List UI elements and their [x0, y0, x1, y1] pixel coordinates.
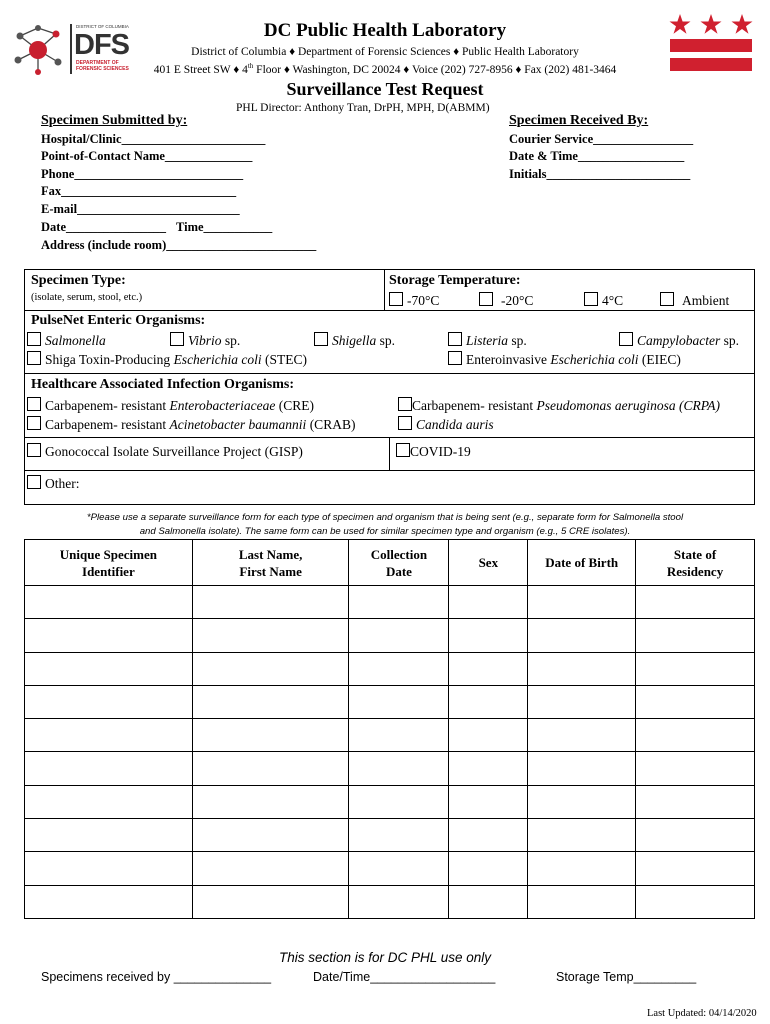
checkbox[interactable] — [398, 416, 412, 430]
opt-cre[interactable]: Carbapenem- resistant Enterobacteriaceae (CRE) — [27, 397, 314, 414]
storage-opt-20[interactable]: -20°C — [479, 292, 533, 309]
fax-field[interactable]: Fax____________________________ — [41, 184, 237, 198]
address-field[interactable]: Address (include room)________________________ — [41, 238, 317, 252]
checkbox[interactable] — [398, 397, 412, 411]
table-row — [25, 885, 755, 918]
checkbox[interactable] — [389, 292, 403, 306]
diamond-icon: ♦ — [403, 63, 410, 76]
addr-floor: 4th Floor — [242, 62, 282, 76]
checkbox[interactable] — [314, 332, 328, 346]
logo-main-text: DFS — [74, 29, 129, 61]
checkbox[interactable] — [170, 332, 184, 346]
table-body — [25, 586, 755, 919]
table-row — [25, 785, 755, 818]
table-row — [25, 586, 755, 619]
opt-candida[interactable]: Candida auris — [398, 416, 494, 433]
divider-v1 — [384, 269, 385, 310]
checkbox[interactable] — [27, 475, 41, 489]
table-row — [25, 685, 755, 718]
logo-bottom-text-1: DEPARTMENT OF — [76, 60, 119, 66]
divider-v2 — [389, 437, 390, 470]
director-line: PHL Director: Anthony Tran, DrPH, MPH, D(ABMM) — [236, 102, 490, 114]
table-row — [25, 652, 755, 685]
opt-other[interactable]: Other: — [27, 475, 80, 492]
email-field[interactable]: E-mail__________________________ — [41, 202, 240, 216]
checkbox[interactable] — [584, 292, 598, 306]
poc-field[interactable]: Point-of-Contact Name______________ — [41, 149, 253, 163]
form-note-1: *Please use a separate surveillance form for each type of specimen and organism that is being sent (e.g., separate form for Salmonella stool — [86, 512, 684, 523]
checkbox[interactable] — [396, 443, 410, 457]
addr-street: 401 E Street SW — [153, 63, 231, 76]
courier-field[interactable]: Courier Service________________ — [509, 132, 694, 146]
table-row — [25, 819, 755, 852]
org-district: District of Columbia — [191, 46, 287, 58]
logo-bottom-text-2: FORENSIC SCIENCES — [76, 66, 129, 72]
storage-temp-field[interactable]: Storage Temp_________ — [556, 970, 697, 984]
opt-listeria[interactable]: Listeria sp. — [448, 332, 527, 349]
col-header-collection-date: Collection Date — [349, 540, 449, 586]
checkbox[interactable] — [27, 332, 41, 346]
divider-h2 — [24, 373, 755, 374]
checkbox[interactable] — [448, 332, 462, 346]
table-row — [25, 719, 755, 752]
divider-h1 — [24, 310, 755, 311]
table-row — [25, 852, 755, 885]
col-header-state: State of Residency — [636, 540, 755, 586]
addr-fax: Fax (202) 481-3464 — [524, 63, 617, 76]
time-field[interactable]: Time___________ — [176, 220, 273, 234]
col-header-name: Last Name, First Name — [192, 540, 349, 586]
opt-covid[interactable]: COVID-19 — [396, 443, 471, 460]
opt-salmonella[interactable]: Salmonella — [27, 332, 106, 349]
org-line — [0, 46, 770, 58]
checkbox[interactable] — [27, 443, 41, 457]
specimens-received-field[interactable]: Specimens received by ______________ — [41, 970, 272, 984]
addr-voice: Voice (202) 727-8956 — [411, 63, 513, 76]
diamond-icon: ♦ — [233, 63, 240, 76]
phl-only-note: This section is for DC PHL use only — [278, 950, 492, 965]
table-row — [25, 619, 755, 652]
form-title: Surveillance Test Request — [286, 79, 484, 99]
logo-top-text: DISTRICT OF COLUMBIA — [76, 24, 129, 29]
submitted-heading: Specimen Submitted by: — [41, 113, 188, 128]
divider-h4 — [24, 470, 755, 471]
checkbox[interactable] — [660, 292, 674, 306]
initials-field[interactable]: Initials_______________________ — [509, 167, 691, 181]
checkbox[interactable] — [619, 332, 633, 346]
addr-city: Washington, DC 20024 — [292, 63, 401, 76]
checkbox[interactable] — [27, 351, 41, 365]
checkbox[interactable] — [448, 351, 462, 365]
specimen-type-hint: (isolate, serum, stool, etc.) — [31, 292, 143, 303]
specimen-type-label: Specimen Type: — [31, 273, 126, 288]
opt-eiec[interactable]: Enteroinvasive Escherichia coli (EIEC) — [448, 351, 681, 368]
storage-label: Storage Temperature: — [389, 273, 521, 288]
footer-datetime-field[interactable]: Date/Time__________________ — [313, 970, 496, 984]
specimen-table — [24, 539, 755, 919]
phone-field[interactable]: Phone___________________________ — [41, 167, 244, 181]
diamond-icon: ♦ — [515, 63, 522, 76]
received-heading: Specimen Received By: — [509, 113, 649, 128]
org-dfs: Department of Forensic Sciences — [297, 46, 451, 58]
pulsenet-heading: PulseNet Enteric Organisms: — [31, 313, 206, 328]
opt-gisp[interactable]: Gonococcal Isolate Surveillance Project (GISP) — [27, 443, 303, 460]
hai-heading: Healthcare Associated Infection Organisms: — [31, 377, 294, 392]
org-phl: Public Health Laboratory — [461, 46, 579, 58]
table-header-row — [25, 540, 755, 586]
form-note-2: and Salmonella isolate). The same form can be used for similar specimen type and organism (e.g., 5 CRE isolates). — [139, 526, 631, 537]
hospital-field[interactable]: Hospital/Clinic_______________________ — [41, 132, 266, 146]
received-datetime-field[interactable]: Date & Time_________________ — [509, 149, 685, 163]
address-line — [0, 62, 770, 76]
storage-opt-ambient[interactable]: Ambient — [660, 292, 729, 309]
opt-shigella[interactable]: Shigella sp. — [314, 332, 395, 349]
opt-campylobacter[interactable]: Campylobacter sp. — [619, 332, 739, 349]
checkbox[interactable] — [27, 416, 41, 430]
date-field[interactable]: Date________________ — [41, 220, 166, 234]
table-row — [25, 752, 755, 785]
col-header-dob: Date of Birth — [528, 540, 636, 586]
checkbox[interactable] — [479, 292, 493, 306]
storage-opt-70[interactable]: -70°C — [389, 292, 439, 309]
storage-opt-4[interactable]: 4°C — [584, 292, 623, 309]
opt-crab[interactable]: Carbapenem- resistant Acinetobacter baumannii (CRAB) — [27, 416, 355, 433]
col-header-sex: Sex — [449, 540, 528, 586]
diamond-icon: ♦ — [289, 46, 296, 58]
last-updated: Last Updated: 04/14/2020 — [647, 1008, 757, 1019]
col-header-specimen-id: Unique Specimen Identifier — [25, 540, 193, 586]
diamond-icon: ♦ — [453, 46, 460, 58]
opt-stec[interactable]: Shiga Toxin-Producing Escherichia coli (STEC) — [27, 351, 307, 368]
opt-vibrio[interactable]: Vibrio sp. — [170, 332, 240, 349]
diamond-icon: ♦ — [283, 63, 290, 76]
opt-crpa[interactable]: Carbapenem- resistant Pseudomonas aeruginosa (CRPA) — [398, 397, 720, 414]
lab-title: DC Public Health Laboratory — [263, 20, 507, 41]
checkbox[interactable] — [27, 397, 41, 411]
